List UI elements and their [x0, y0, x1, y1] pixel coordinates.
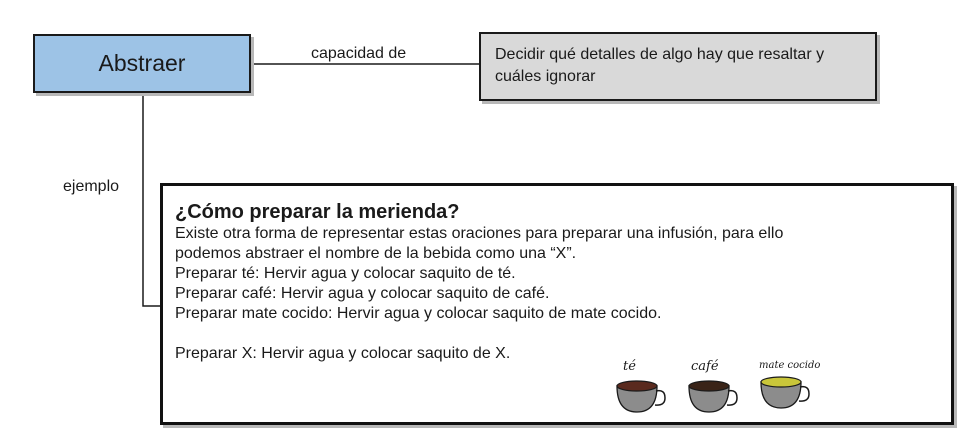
- cup-te-label: té: [623, 359, 636, 374]
- edge-label-ejemplo: ejemplo: [63, 178, 120, 195]
- example-line: Existe otra forma de representar estas oraciones para preparar una infusión, para ello: [175, 225, 784, 242]
- node-definicion-text: Decidir qué detalles de algo hay que resaltar y cuáles ignorar: [495, 46, 825, 85]
- cup-te: [617, 359, 665, 412]
- example-line: Preparar mate cocido: Hervir agua y colocar saquito de mate cocido.: [175, 305, 662, 322]
- cup-mate-label: mate cocido: [759, 360, 821, 371]
- cup-te-liquid: [617, 381, 657, 391]
- cup-cafe: [689, 359, 737, 412]
- example-line: podemos abstraer el nombre de la bebida como una “X”.: [175, 245, 577, 262]
- node-ejemplo: [160, 183, 954, 425]
- edge-ejemplo-line: [143, 93, 160, 306]
- example-line: Preparar café: Hervir agua y colocar saquito de café.: [175, 285, 550, 302]
- cups-illustration: [607, 358, 827, 422]
- node-abstraer-label: Abstraer: [98, 50, 186, 76]
- cup-mate-cocido: [759, 360, 820, 408]
- cup-cafe-liquid: [689, 381, 729, 391]
- example-line: Preparar té: Hervir agua y colocar saquito de té.: [175, 265, 516, 282]
- edge-label-capacidad: capacidad de: [311, 45, 407, 62]
- node-definicion: [479, 32, 877, 101]
- cup-mate-liquid: [761, 377, 801, 387]
- example-final-line: Preparar X: Hervir agua y colocar saquito de X.: [175, 345, 511, 362]
- cup-cafe-label: café: [691, 359, 719, 374]
- node-abstraer: [33, 34, 251, 93]
- example-title: ¿Cómo preparar la merienda?: [175, 201, 460, 223]
- spacer: [175, 324, 939, 344]
